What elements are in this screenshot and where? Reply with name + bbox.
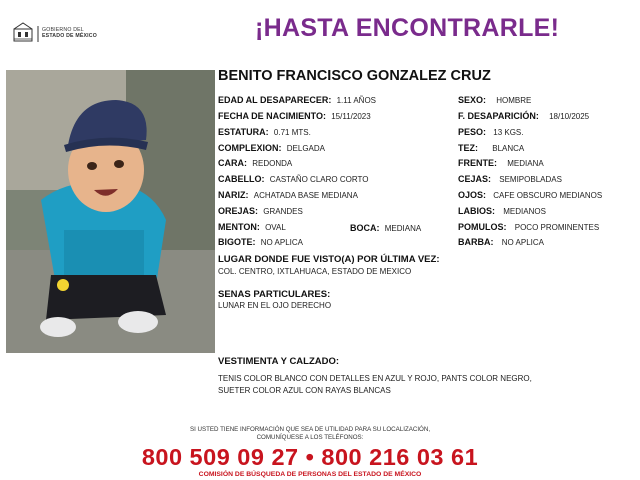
field-label: F. DESAPARICIÓN:: [458, 111, 539, 121]
info-line-2: COMUNÍQUESE A LOS TELÉFONOS:: [256, 434, 364, 441]
field-label: FRENTE:: [458, 158, 497, 168]
field-label: BOCA:: [350, 223, 380, 233]
field-edad: [218, 95, 376, 105]
field-value: MEDIANOS: [503, 207, 546, 216]
field-label: EDAD AL DESAPARECER:: [218, 95, 332, 105]
field-value: NO APLICA: [501, 238, 544, 247]
field-tez: [458, 143, 524, 153]
field-label: CARA:: [218, 158, 247, 168]
field-boca: [350, 223, 421, 233]
field-label: FECHA DE NACIMIENTO:: [218, 111, 326, 121]
marks-value: LUNAR EN EL OJO DERECHO: [218, 301, 332, 310]
field-value: MEDIANA: [507, 159, 544, 168]
field-cabello: [218, 174, 368, 184]
logo-line-1: GOBIERNO DEL: [42, 27, 84, 33]
field-value: OVAL: [265, 223, 286, 232]
person-name: BENITO FRANCISCO GONZALEZ CRUZ: [218, 68, 491, 84]
info-notice: [0, 426, 620, 442]
field-value: CAFE OBSCURO MEDIANOS: [493, 191, 603, 200]
field-desaparicion: [458, 111, 589, 121]
field-label: TEZ:: [458, 143, 478, 153]
field-barba: [458, 237, 544, 247]
field-cara: [218, 158, 292, 168]
field-label: PESO:: [458, 127, 487, 137]
field-value: 13 KGS.: [493, 128, 524, 137]
field-peso: [458, 127, 524, 137]
field-orejas: [218, 206, 303, 216]
field-label: LABIOS:: [458, 206, 495, 216]
commission-name: COMISIÓN DE BÚSQUEDA DE PERSONAS DEL ESTADO DE MÉXICO: [198, 471, 422, 478]
field-value: ACHATADA BASE MEDIANA: [253, 191, 358, 200]
last-seen-value: COL. CENTRO, IXTLAHUACA, ESTADO DE MEXICO: [218, 267, 412, 276]
field-value: DELGADA: [286, 144, 325, 153]
field-ojos: [458, 190, 602, 200]
field-label: MENTON:: [218, 222, 260, 232]
marks-label: SENAS PARTICULARES:: [218, 289, 331, 300]
logo-line-2: ESTADO DE MÉXICO: [42, 33, 97, 39]
last-seen-label: LUGAR DONDE FUE VISTO(A) POR ÚLTIMA VEZ:: [218, 254, 440, 265]
clothing-line-2: SUETER COLOR AZUL CON RAYAS BLANCAS: [218, 386, 391, 395]
field-nariz: [218, 190, 358, 200]
info-line-1: SI USTED TIENE INFORMACIÓN QUE SEA DE UTILIDAD PARA SU LOCALIZACIÓN,: [189, 426, 431, 433]
field-value: GRANDES: [263, 207, 303, 216]
field-label: CEJAS:: [458, 174, 492, 184]
field-value: REDONDA: [252, 159, 293, 168]
field-value: 15/11/2023: [331, 112, 371, 121]
field-value: BLANCA: [492, 144, 525, 153]
state-emblem-icon: [12, 21, 34, 43]
clothing-line-1: TENIS COLOR BLANCO CON DETALLES EN AZUL Y ROJO, PANTS COLOR NEGRO,: [218, 374, 532, 383]
field-label: POMULOS:: [458, 222, 507, 232]
field-label: NARIZ:: [218, 190, 249, 200]
field-label: OREJAS:: [218, 206, 259, 216]
phone-numbers[interactable]: 800 509 09 27 • 800 216 03 61: [141, 444, 479, 470]
field-value: SEMIPOBLADAS: [499, 175, 562, 184]
field-complexion: [218, 143, 325, 153]
field-pomulos: [458, 222, 599, 232]
field-labios: [458, 206, 546, 216]
field-value: HOMBRE: [496, 96, 532, 105]
field-value: 1.11 AÑOS: [336, 96, 377, 105]
field-label: SEXO:: [458, 95, 487, 105]
field-label: BIGOTE:: [218, 237, 256, 247]
clothing-label: VESTIMENTA Y CALZADO:: [218, 356, 340, 367]
field-label: ESTATURA:: [218, 127, 269, 137]
field-sexo: [458, 95, 531, 105]
field-value: CASTAÑO CLARO CORTO: [269, 175, 369, 184]
field-bigote: [218, 237, 303, 247]
headline: ¡HASTA ENCONTRARLE!: [255, 14, 560, 42]
missing-person-photo: [6, 70, 215, 353]
field-value: 0.71 MTS.: [273, 128, 311, 137]
government-logo: [12, 20, 122, 46]
field-value: NO APLICA: [260, 238, 303, 247]
field-label: BARBA:: [458, 237, 494, 247]
field-cejas: [458, 174, 562, 184]
field-nacimiento: [218, 111, 371, 121]
field-value: 18/10/2025: [549, 112, 590, 121]
field-value: MEDIANA: [384, 224, 422, 233]
field-menton: [218, 222, 286, 232]
field-frente: [458, 158, 544, 168]
field-label: COMPLEXION:: [218, 143, 282, 153]
field-label: CABELLO:: [218, 174, 265, 184]
field-value: POCO PROMINENTES: [514, 223, 600, 232]
field-label: OJOS:: [458, 190, 487, 200]
field-estatura: [218, 127, 311, 137]
